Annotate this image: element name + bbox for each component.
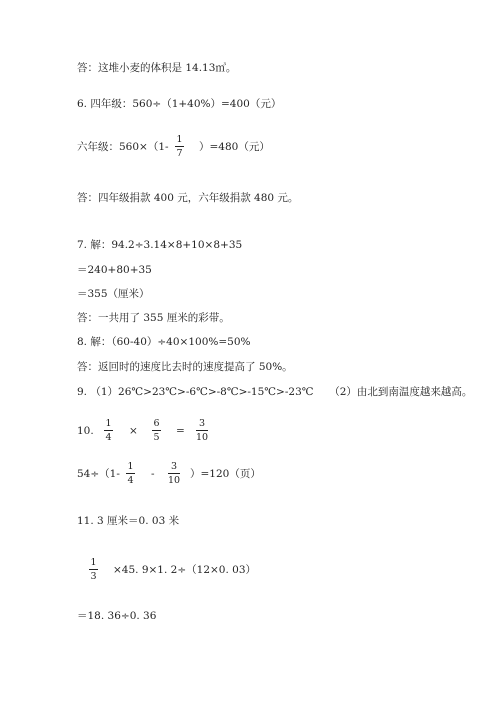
denominator: 4 <box>105 432 112 443</box>
numerator: 6 <box>153 418 160 429</box>
numerator: 1 <box>176 134 183 145</box>
numerator: 3 <box>171 461 178 472</box>
q6-grade6-end: ）=480（元） <box>199 141 270 153</box>
q9-temperature: 9. （1）26℃>23℃>-6℃>-8℃>-15℃>-23℃ （2）由北到南温度越来越高。 <box>77 386 473 398</box>
answer-volume: 答：这堆小麦的体积是 14.13㎥。 <box>77 62 237 74</box>
answer-ribbon: 答：一共用了 355 厘米的彩带。 <box>77 312 230 324</box>
q8-solution: 8. 解：（60-40）÷40×100%=50% <box>77 336 251 348</box>
fraction-6-5 <box>152 418 161 443</box>
q10-pages-start: 54÷（1- <box>77 468 120 480</box>
q11-result: ＝18. 36÷0. 36 <box>77 610 157 622</box>
equals-sign: = <box>176 425 185 437</box>
q6-grade4: 6. 四年级：560÷（1+40%）=400（元） <box>77 98 282 110</box>
fraction-3-10-b <box>168 461 180 486</box>
q7-step1: 7. 解：94.2÷3.14×8+10×8+35 <box>77 239 243 251</box>
q6-grade6-start: 六年级：560×（1- <box>77 141 169 153</box>
minus-sign: - <box>151 468 155 480</box>
answer-donation: 答：四年级捐款 400 元，六年级捐款 480 元。 <box>77 192 299 204</box>
numerator: 1 <box>90 557 97 568</box>
answer-speed: 答：返回时的速度比去时的速度提高了 50%。 <box>77 361 293 373</box>
numerator: 1 <box>127 461 134 472</box>
fraction-1-7 <box>175 134 184 159</box>
fraction-3-10 <box>196 418 208 443</box>
numerator: 1 <box>105 418 112 429</box>
denominator: 10 <box>196 432 209 443</box>
q7-step2: ＝240+80+35 <box>77 264 152 276</box>
q11-conversion: 11. 3 厘米＝0. 03 米 <box>77 515 180 527</box>
q10-label: 10. <box>77 425 94 437</box>
denominator: 5 <box>153 432 160 443</box>
fraction-1-4 <box>104 418 113 443</box>
q7-step3: ＝355（厘米） <box>77 288 150 300</box>
denominator: 7 <box>176 148 183 159</box>
times-sign: × <box>129 425 138 437</box>
q10-pages-end: ）=120（页） <box>190 468 261 480</box>
fraction-1-3 <box>89 557 98 582</box>
fraction-1-4-b <box>126 461 135 486</box>
denominator: 4 <box>127 475 134 486</box>
denominator: 3 <box>90 571 97 582</box>
denominator: 10 <box>168 475 181 486</box>
q11-expression: ×45. 9×1. 2÷（12×0. 03） <box>113 564 257 576</box>
numerator: 3 <box>199 418 206 429</box>
